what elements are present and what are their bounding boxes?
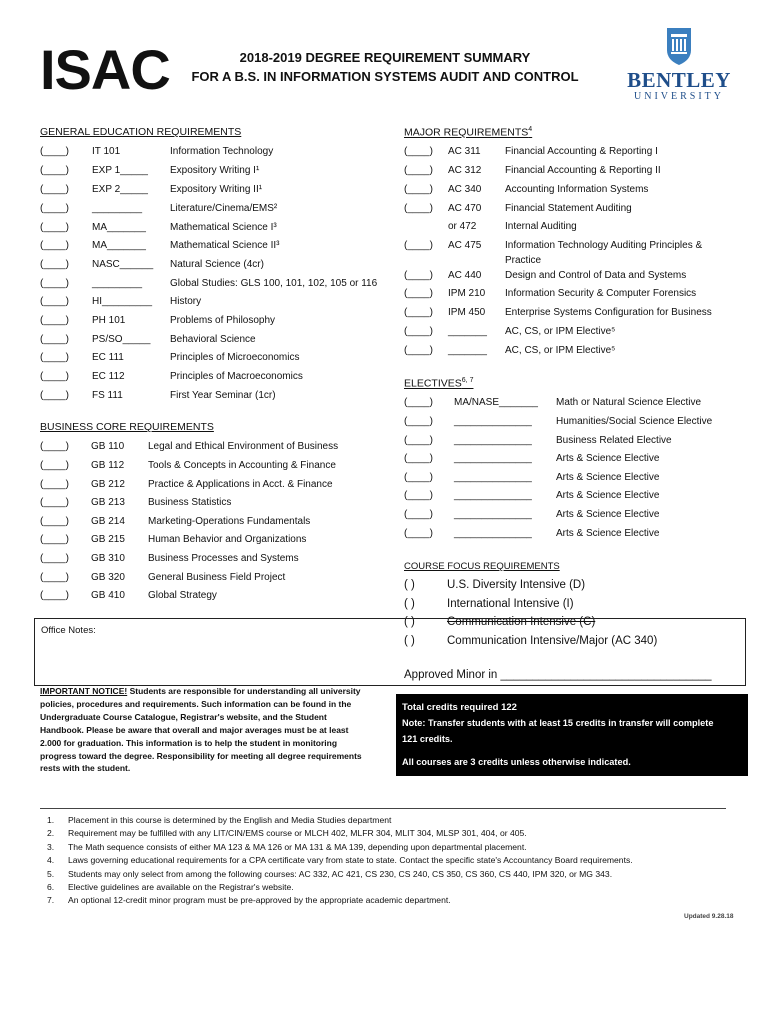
course-code: GB 213 (91, 497, 125, 508)
elective-row (0, 416, 760, 430)
course-code: GB 320 (91, 572, 125, 583)
elective-code: ______________ (454, 472, 532, 483)
bentley-name: BENTLEY (627, 68, 731, 92)
checkbox-blank[interactable]: (____) (40, 590, 69, 601)
checkbox-blank[interactable]: (____) (404, 326, 433, 337)
checkbox-blank[interactable]: (____) (404, 203, 433, 214)
course-code: IPM 210 (448, 288, 486, 299)
bentley-sub: UNIVERSITY (634, 91, 724, 102)
course-name: Mathematical Science II³ (170, 240, 280, 251)
course-code: GB 110 (91, 441, 125, 452)
elective-row (0, 528, 760, 542)
footnote-text: Placement in this course is determined by the English and Media Studies department (68, 815, 392, 825)
elective-code: ______________ (454, 435, 532, 446)
course-code: AC 475 (448, 240, 482, 251)
checkbox-blank[interactable]: (____) (40, 259, 69, 270)
checkbox-blank[interactable]: (____) (40, 278, 69, 289)
checkbox-blank[interactable]: (____) (40, 315, 69, 326)
checkbox-blank[interactable]: (____) (40, 371, 69, 382)
elective-name: Humanities/Social Science Elective (556, 416, 713, 427)
footnote (0, 895, 770, 907)
checkbox-blank[interactable]: ( ) (404, 579, 415, 591)
course-code: FS 111 (92, 390, 123, 401)
checkbox-blank[interactable]: (____) (40, 460, 69, 471)
course-code: GB 410 (91, 590, 125, 601)
course-name: AC, CS, or IPM Elective⁵ (505, 345, 616, 356)
footnote-number: 3. (47, 841, 55, 852)
course-code: or 472 (448, 221, 477, 232)
course-name: Design and Control of Data and Systems (505, 270, 687, 281)
course-name: Literature/Cinema/EMS² (170, 203, 278, 214)
checkbox-blank[interactable]: (____) (40, 479, 69, 490)
footnote-number: 6. (47, 882, 55, 892)
major-row (0, 203, 760, 217)
course-code: _______ (448, 345, 487, 356)
major-row (0, 240, 760, 254)
course-code: EC 111 (92, 352, 124, 363)
checkbox-blank[interactable]: (____) (404, 490, 433, 501)
footnote-number: 2. (47, 828, 55, 839)
course-code: GB 214 (91, 516, 125, 527)
checkbox-blank[interactable]: (____) (404, 528, 433, 539)
course-code: _________ (92, 278, 143, 289)
title-line-1: 2018-2019 DEGREE REQUIREMENT SUMMARY (239, 50, 531, 65)
major-row (0, 326, 760, 340)
elective-code: ______________ (454, 416, 532, 427)
course-name: Expository Writing II¹ (170, 184, 263, 195)
course-code: AC 311 (448, 146, 481, 157)
course-name: Business Processes and Systems (148, 553, 299, 564)
course-name: Principles of Microeconomics (170, 352, 300, 363)
footnote (0, 828, 770, 840)
course-name: Accounting Information Systems (505, 184, 649, 195)
footnote-number: 1. (47, 815, 55, 825)
checkbox-blank[interactable]: ( ) (404, 635, 415, 647)
updated-date: Updated 9.28.18 (684, 913, 734, 920)
course-name: Marketing-Operations Fundamentals (148, 516, 311, 527)
elective-name: Arts & Science Elective (556, 509, 660, 520)
elective-code: MA/NASE_______ (454, 397, 538, 408)
course-code: GB 212 (91, 479, 125, 490)
course-name: Legal and Ethical Environment of Business (148, 441, 339, 452)
course-name: AC, CS, or IPM Elective⁵ (505, 326, 616, 337)
checkbox-blank[interactable]: (____) (404, 307, 433, 318)
course-name: Information Security & Computer Forensics (505, 288, 697, 299)
major-row (0, 307, 760, 321)
elective-name: Arts & Science Elective (556, 490, 660, 501)
elective-code: ______________ (454, 509, 532, 520)
checkbox-blank[interactable]: (____) (404, 472, 433, 483)
footnote-text: Requirement may be fulfilled with any LIT/CIN/EMS course or MLCH 402, MLFR 304, MLIT 304, MLSP 301, 404, or 405. (68, 828, 527, 839)
course-name: Information Technology Auditing Principles & (505, 240, 703, 251)
checkbox-blank[interactable]: (____) (40, 184, 69, 195)
footnote-number: 4. (47, 855, 55, 866)
major-row (0, 255, 760, 269)
elective-code: ______________ (454, 528, 532, 539)
footnote (0, 842, 770, 854)
checkbox-blank[interactable]: (____) (40, 222, 69, 233)
footnote-text: Elective guidelines are available on the Registrar's website. (68, 882, 294, 892)
course-code: HI_________ (92, 296, 153, 307)
checkbox-blank[interactable]: (____) (40, 352, 69, 363)
elective-row (0, 397, 760, 411)
checkbox-blank[interactable]: (____) (40, 203, 69, 214)
course-code: GB 310 (91, 553, 125, 564)
electives-heading: ELECTIVES$^{6, 7}$ (404, 377, 474, 390)
course-focus-label: Communication Intensive/Major (AC 340) (447, 635, 658, 647)
course-code: _________ (92, 203, 143, 214)
checkbox-blank[interactable]: (____) (404, 435, 433, 446)
elective-code: ______________ (454, 453, 532, 464)
checkbox-blank[interactable]: (____) (40, 572, 69, 583)
footnote-divider (40, 808, 726, 809)
course-name: Information Technology (170, 146, 274, 157)
checkbox-blank[interactable]: (____) (404, 270, 433, 281)
checkbox-blank[interactable]: (____) (404, 288, 433, 299)
checkbox-blank[interactable]: (____) (404, 416, 433, 427)
footnote-number: 7. (47, 895, 55, 906)
footnote (0, 882, 770, 894)
checkbox-blank[interactable]: (____) (404, 509, 433, 520)
elective-name: Business Related Elective (556, 435, 672, 446)
course-code: EXP 1_____ (92, 165, 148, 176)
course-code: PS/SO_____ (92, 334, 151, 345)
major-row (0, 288, 760, 302)
major-row (0, 184, 760, 198)
checkbox-blank[interactable]: (____) (40, 497, 69, 508)
approved-minor-line[interactable]: Approved Minor in _________________________________ (404, 669, 712, 681)
bentley-logo (626, 24, 732, 104)
course-name: Global Studies: GLS 100, 101, 102, 105 or 116 (170, 278, 378, 289)
gen-ed-row (0, 371, 380, 385)
course-focus-row (0, 598, 760, 613)
major-row (0, 146, 760, 160)
course-focus-label: Communication Intensive (C) (447, 616, 596, 628)
major-row (0, 270, 760, 284)
course-focus-heading: COURSE FOCUS REQUIREMENTS (404, 561, 560, 572)
checkbox-blank[interactable]: (____) (404, 397, 433, 408)
checkbox-blank[interactable]: ( ) (404, 616, 415, 628)
course-code: GB 215 (91, 534, 125, 545)
footnote-text: Laws governing educational requirements for a CPA certificate vary from state to state. Contact the specific state's Accountancy Board requirements. (68, 855, 633, 866)
checkbox-blank[interactable]: (____) (40, 334, 69, 345)
course-name: Global Strategy (148, 590, 217, 601)
course-name: Tools & Concepts in Accounting & Finance (148, 460, 336, 471)
major-row (0, 165, 760, 179)
course-name: General Business Field Project (148, 572, 286, 583)
footnote-number: 5. (47, 868, 55, 879)
office-notes-label: Office Notes: (41, 625, 96, 636)
footnote (0, 855, 770, 867)
elective-name: Math or Natural Science Elective (556, 397, 702, 408)
course-name: Natural Science (4cr) (170, 259, 264, 270)
checkbox-blank[interactable]: (____) (404, 146, 433, 157)
course-name: Mathematical Science I³ (170, 222, 277, 233)
elective-name: Arts & Science Elective (556, 453, 660, 464)
elective-code: ______________ (454, 490, 532, 501)
course-name: Human Behavior and Organizations (148, 534, 307, 545)
course-focus-label: International Intensive (I) (447, 598, 574, 610)
checkbox-blank[interactable]: (____) (404, 453, 433, 464)
business-core-heading: BUSINESS CORE REQUIREMENTS (40, 421, 214, 433)
elective-row (0, 472, 760, 486)
course-code: MA_______ (92, 240, 146, 251)
checkbox-blank[interactable]: (____) (404, 165, 433, 176)
checkbox-blank[interactable]: (____) (40, 240, 69, 251)
title-line-2: FOR A B.S. IN INFORMATION SYSTEMS AUDIT AND CONTROL (191, 69, 579, 84)
checkbox-blank[interactable]: (____) (40, 390, 69, 401)
course-name: Principles of Macroeconomics (170, 371, 303, 382)
course-name: First Year Seminar (1cr) (170, 390, 276, 401)
course-code: EC 112 (92, 371, 125, 382)
notice-label: IMPORTANT NOTICE! (40, 686, 128, 696)
course-code: GB 112 (91, 460, 125, 471)
checkbox-blank[interactable]: (____) (40, 516, 69, 527)
checkbox-blank[interactable]: (____) (40, 296, 69, 307)
course-name: Problems of Philosophy (170, 315, 276, 326)
course-code: AC 340 (448, 184, 482, 195)
major-row (0, 345, 760, 359)
footnote-text: An optional 12-credit minor program must be pre-approved by the appropriate academic department. (68, 895, 451, 906)
course-name: Internal Auditing (505, 221, 577, 232)
course-name: Expository Writing I¹ (170, 165, 260, 176)
course-code: IT 101 (92, 146, 121, 157)
checkbox-blank[interactable]: (____) (40, 165, 69, 176)
footnote (0, 869, 770, 881)
elective-row (0, 490, 760, 504)
course-code: NASC______ (92, 259, 154, 270)
course-code: MA_______ (92, 222, 146, 233)
checkbox-blank[interactable]: (____) (40, 441, 69, 452)
isac-logo: ISAC (40, 38, 170, 101)
checkbox-blank[interactable]: (____) (40, 553, 69, 564)
course-name: Practice (505, 255, 542, 266)
course-name: Behavioral Science (170, 334, 256, 345)
bentley-shield-icon (626, 24, 732, 68)
course-name: Financial Accounting & Reporting I (505, 146, 658, 157)
elective-name: Arts & Science Elective (556, 472, 660, 483)
major-row (0, 221, 760, 235)
course-code: IPM 450 (448, 307, 486, 318)
course-name: Business Statistics (148, 497, 232, 508)
course-code: AC 440 (448, 270, 482, 281)
business-core-row (0, 553, 380, 567)
course-code: AC 470 (448, 203, 482, 214)
course-code: AC 312 (448, 165, 482, 176)
course-code: PH 101 (92, 315, 126, 326)
checkbox-blank[interactable]: ( ) (404, 598, 415, 610)
checkbox-blank[interactable]: (____) (40, 146, 69, 157)
course-name: Practice & Applications in Acct. & Finance (148, 479, 333, 490)
course-focus-label: U.S. Diversity Intensive (D) (447, 579, 586, 591)
elective-name: Arts & Science Elective (556, 528, 660, 539)
important-notice: IMPORTANT NOTICE! Students are responsible for understanding all university policies, procedures and requirements. Such information can be found in the Undergraduate Course Catalogue, Registrar's website, and the Student Handbook. Please be aware that overall and major averages must be at least 2.000 for graduation. This information is to help the student in monitoring progress toward the degree. Responsibility for meeting all degree requirements rests with the student. (40, 686, 362, 774)
course-code: EXP 2_____ (92, 184, 148, 195)
elective-row (0, 453, 760, 467)
checkbox-blank[interactable]: (____) (40, 534, 69, 545)
course-name: Enterprise Systems Configuration for Business (505, 307, 712, 318)
checkbox-blank[interactable]: (____) (404, 240, 433, 251)
course-code: _______ (448, 326, 487, 337)
checkbox-blank[interactable]: (____) (404, 345, 433, 356)
footnote (0, 815, 770, 827)
elective-row (0, 435, 760, 449)
footnote-text: The Math sequence consists of either MA 123 & MA 126 or MA 131 & MA 139, depending upon departmental placement. (68, 841, 527, 852)
elective-row (0, 509, 760, 523)
credits-box: Total credits required 122 Note: Transfer students with at least 15 credits in transfer will complete 121 credits. All courses are 3 credits unless otherwise indicated. (396, 694, 748, 776)
footnote-text: Students may only select from among the following courses: AC 332, AC 421, CS 230, CS 240, CS 350, CS 360, CS 440, IPM 320, or MG 343. (68, 868, 613, 879)
checkbox-blank[interactable]: (____) (404, 184, 433, 195)
course-name: History (170, 296, 202, 307)
course-focus-row (0, 579, 760, 594)
major-heading: MAJOR REQUIREMENTS$^4$ (404, 126, 533, 139)
general-education-heading: GENERAL EDUCATION REQUIREMENTS (40, 126, 242, 138)
course-name: Financial Accounting & Reporting II (505, 165, 661, 176)
course-name: Financial Statement Auditing (505, 203, 632, 214)
